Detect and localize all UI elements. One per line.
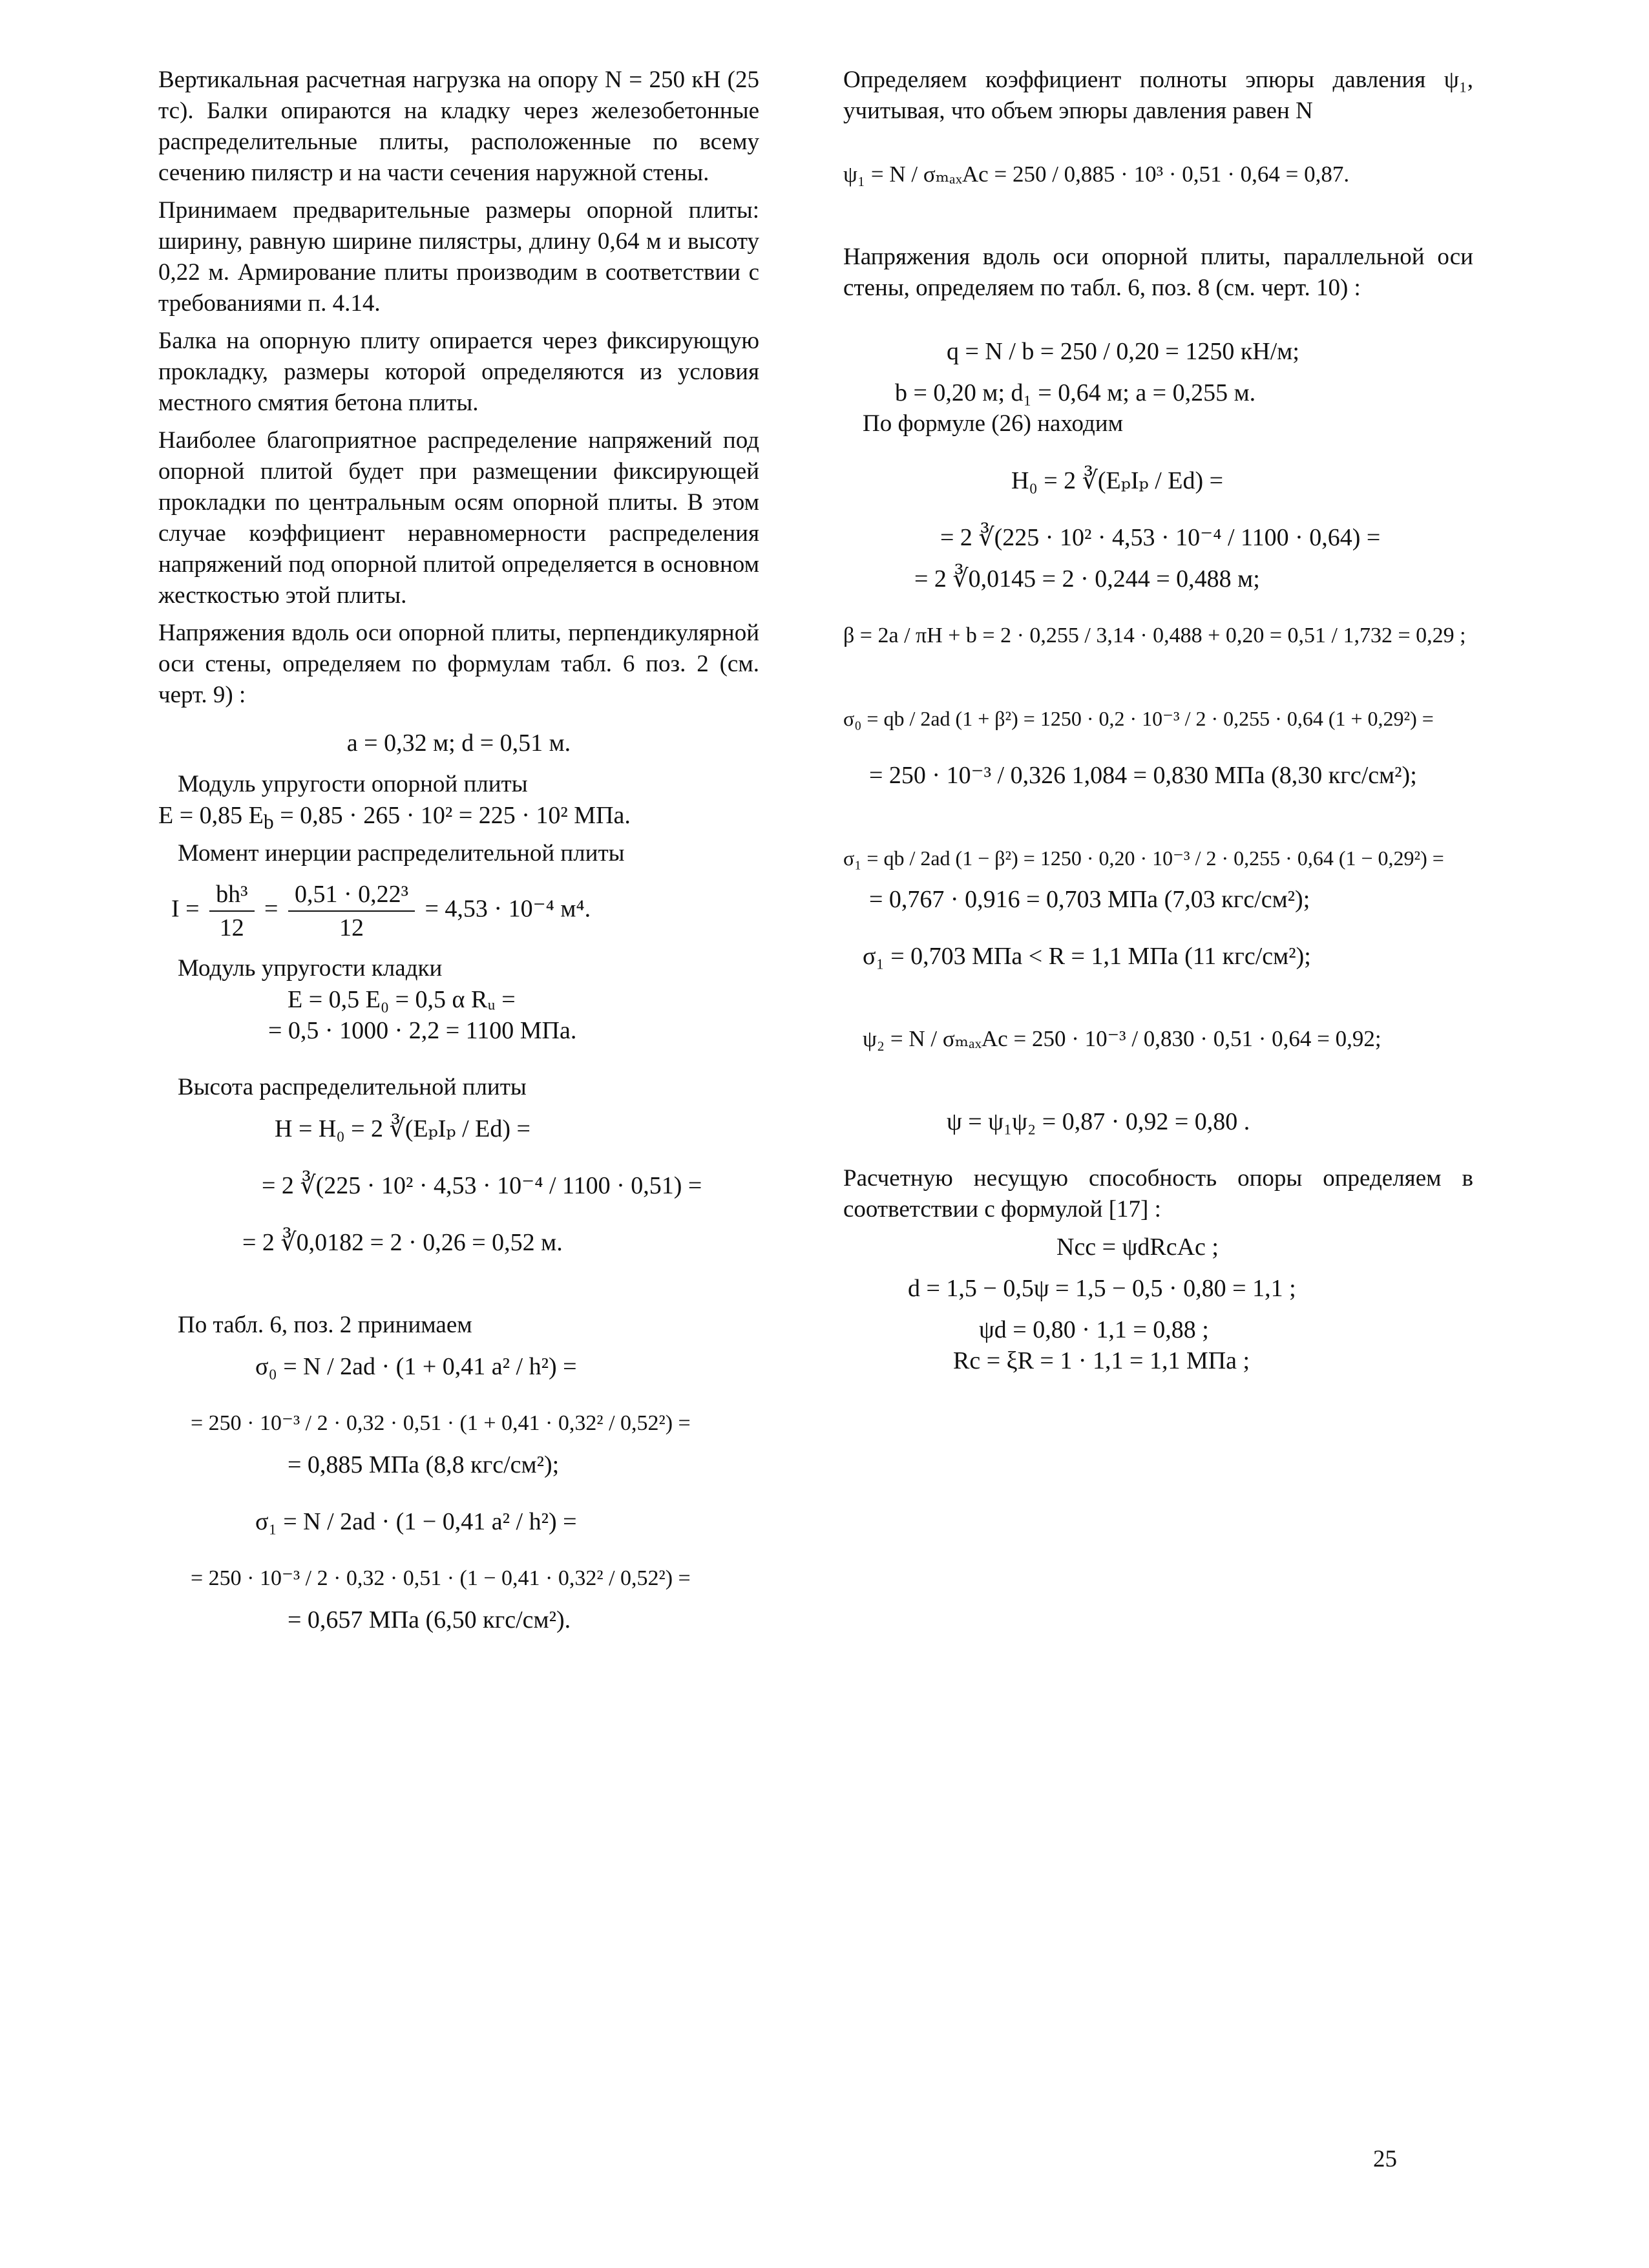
text-inertia: Момент инерции распределительной плиты — [178, 839, 625, 866]
equation-H-3: = 2 ∛0,0182 = 2 · 0,26 = 0,52 м. — [242, 1228, 563, 1256]
equation-Rc: Rc = ξR = 1 · 1,1 = 1,1 МПа ; — [953, 1347, 1250, 1374]
equation-I-lhs: I = — [171, 895, 200, 923]
equation-I-rhs: = 4,53 · 10⁻⁴ м⁴. — [425, 895, 591, 923]
text-plate-modulus: Модуль упругости опорной плиты — [178, 771, 528, 797]
equation-sigma1-check: σ₁ = 0,703 МПа < R = 1,1 МПа (11 кгс/см²); — [863, 943, 1311, 970]
fraction-den: 12 — [219, 914, 244, 941]
left-column — [158, 65, 759, 1635]
equation-b-d1-a: b = 0,20 м; d₁ = 0,64 м; a = 0,255 м. — [895, 379, 1256, 406]
text-plate-height: Высота распределительной плиты — [178, 1073, 527, 1100]
fraction-I-2 — [288, 879, 415, 943]
fraction-den: 12 — [339, 914, 364, 941]
equation-sigma0-right-1: σ₀ = qb / 2ad (1 + β²) = 1250 · 0,2 · 10⁻³ / 2 · 0,255 · 0,64 (1 + 0,29²) = — [843, 707, 1434, 730]
fraction-num: 0,51 · 0,22³ — [288, 879, 415, 912]
equation-Ncc: Ncc = ψdRcAc ; — [1056, 1234, 1219, 1261]
equation-psi1: ψ₁ = N / σₘₐₓAc = 250 / 0,885 · 10³ · 0,51 · 0,64 = 0,87. — [843, 162, 1350, 187]
equation-E-plate — [158, 800, 759, 838]
equation-H0-3: = 2 ∛0,0145 = 2 · 0,244 = 0,488 м; — [914, 565, 1260, 593]
equation-sigma1-2: = 250 · 10⁻³ / 2 · 0,32 · 0,51 · (1 − 0,41 · 0,32² / 0,52²) = — [191, 1566, 691, 1590]
paragraph-stress-distribution: Наиболее благоприятное распределение напряжений под опорной плитой будет при размещении фиксирующей прокладки по центральным осям опорной плиты. В этом случае коэффициент неравномерности распределения напряжений под опорной плитой определяется в основном жесткостью этой плиты. — [158, 427, 759, 609]
equation-sigma0-3: = 0,885 МПа (8,8 кгс/см²); — [288, 1451, 560, 1478]
equation-I: I = $\frac{\text{bh³}}{12}$ = $\frac{\text{0,51 · 0,22³}}{12}$ = 4,53 · 10⁻⁴ м⁴. — [171, 880, 591, 941]
text-masonry-modulus: Модуль упругости кладки — [178, 954, 443, 982]
equation-sigma1-right-1: σ₁ = qb / 2ad (1 − β²) = 1250 · 0,20 · 10⁻³ / 2 · 0,255 · 0,64 (1 − 0,29²) = — [843, 846, 1444, 870]
equation-a-d: a = 0,32 м; d = 0,51 м. — [346, 730, 571, 757]
equation-E-masonry-1: E = 0,5 E₀ = 0,5 α Rᵤ = — [288, 985, 516, 1013]
equation-sigma0-2: = 250 · 10⁻³ / 2 · 0,32 · 0,51 · (1 + 0,41 · 0,32² / 0,52²) = — [191, 1411, 691, 1435]
paragraph-bearing-capacity: Расчетную несущую способность опоры определяем в соответствии с формулой [17] : — [843, 1165, 1473, 1223]
fraction-I-1 — [209, 879, 254, 943]
equation-H-1: H = H₀ = 2 ∛(EₚIₚ / Ed) = — [275, 1115, 530, 1142]
equation-H0-2: = 2 ∛(225 · 10² · 4,53 · 10⁻⁴ / 1100 · 0,64) = — [940, 524, 1381, 551]
equation-sigma1-1: σ₁ = N / 2ad · (1 − 0,41 a² / h²) = — [255, 1507, 577, 1535]
equation-sigma0-right-2: = 250 · 10⁻³ / 0,326 1,084 = 0,830 МПа (8,30 кгс/см²); — [869, 762, 1417, 789]
equation-psi-d: ψd = 0,80 · 1,1 = 0,88 ; — [979, 1316, 1209, 1343]
equation-E-rhs: = 0,85 · 265 · 10² = 225 · 10² МПа. — [273, 802, 631, 829]
equation-H-2: = 2 ∛(225 · 10² · 4,53 · 10⁻⁴ / 1100 · 0,51) = — [262, 1171, 702, 1199]
paragraph-perpendicular-stress: Напряжения вдоль оси опорной плиты, перпендикулярной оси стены, определяем по формулам табл. 6 поз. 2 (см. черт. 9) : — [158, 620, 759, 708]
equation-E-sub: b — [263, 810, 274, 834]
equation-E-masonry-2: = 0,5 · 1000 · 2,2 = 1100 МПа. — [268, 1016, 577, 1044]
text-formula-26: По формуле (26) находим — [863, 410, 1123, 437]
equation-psi2: ψ₂ = N / σₘₐₓAc = 250 · 10⁻³ / 0,830 · 0,51 · 0,64 = 0,92; — [863, 1026, 1381, 1051]
paragraph-load: Вертикальная расчетная нагрузка на опору N = 250 кН (25 тс). Балки опираются на кладку через железобетонные распределительные плиты, расположенные по всему сечению пилястр и на части сечения наружной стены. — [158, 67, 759, 186]
equation-q: q = N / b = 250 / 0,20 = 1250 кН/м; — [947, 338, 1299, 365]
right-column — [843, 65, 1473, 1376]
equation-sigma1-right-2: = 0,767 · 0,916 = 0,703 МПа (7,03 кгс/см²); — [869, 886, 1310, 913]
equation-d: d = 1,5 − 0,5ψ = 1,5 − 0,5 · 0,80 = 1,1 ; — [908, 1275, 1296, 1302]
paragraph-beam-support: Балка на опорную плиту опирается через фиксирующую прокладку, размеры которой определяются из условия местного смятия бетона плиты. — [158, 328, 759, 416]
paragraph-fullness-coefficient: Определяем коэффициент полноты эпюры давления ψ₁, учитывая, что объем эпюры давления равен N — [843, 67, 1473, 124]
paragraph-parallel-stress: Напряжения вдоль оси опорной плиты, параллельной оси стены, определяем по табл. 6, поз. 8 (см. черт. 10) : — [843, 244, 1473, 301]
equation-sigma1-3: = 0,657 МПа (6,50 кгс/см²). — [288, 1606, 571, 1633]
equation-beta: β = 2a / πH + b = 2 · 0,255 / 3,14 · 0,488 + 0,20 = 0,51 / 1,732 = 0,29 ; — [843, 624, 1466, 647]
equation-E-lhs: E = 0,85 E — [158, 802, 264, 829]
equation-sigma0-1: σ₀ = N / 2ad · (1 + 0,41 a² / h²) = — [255, 1352, 577, 1380]
fraction-num: bh³ — [209, 879, 254, 912]
text-table-reference: По табл. 6, поз. 2 принимаем — [178, 1311, 472, 1338]
paragraph-plate-size: Принимаем предварительные размеры опорной плиты: ширину, равную ширине пилястры, длину 0,64 м и высоту 0,22 м. Армирование плиты производим в соответствии с требованиями п. 4.14. — [158, 197, 759, 317]
page-number: 25 — [1373, 2146, 1397, 2172]
equation-psi: ψ = ψ₁ψ₂ = 0,87 · 0,92 = 0,80 . — [947, 1108, 1250, 1135]
equation-H0-1: H₀ = 2 ∛(EₚIₚ / Ed) = — [1011, 467, 1224, 494]
